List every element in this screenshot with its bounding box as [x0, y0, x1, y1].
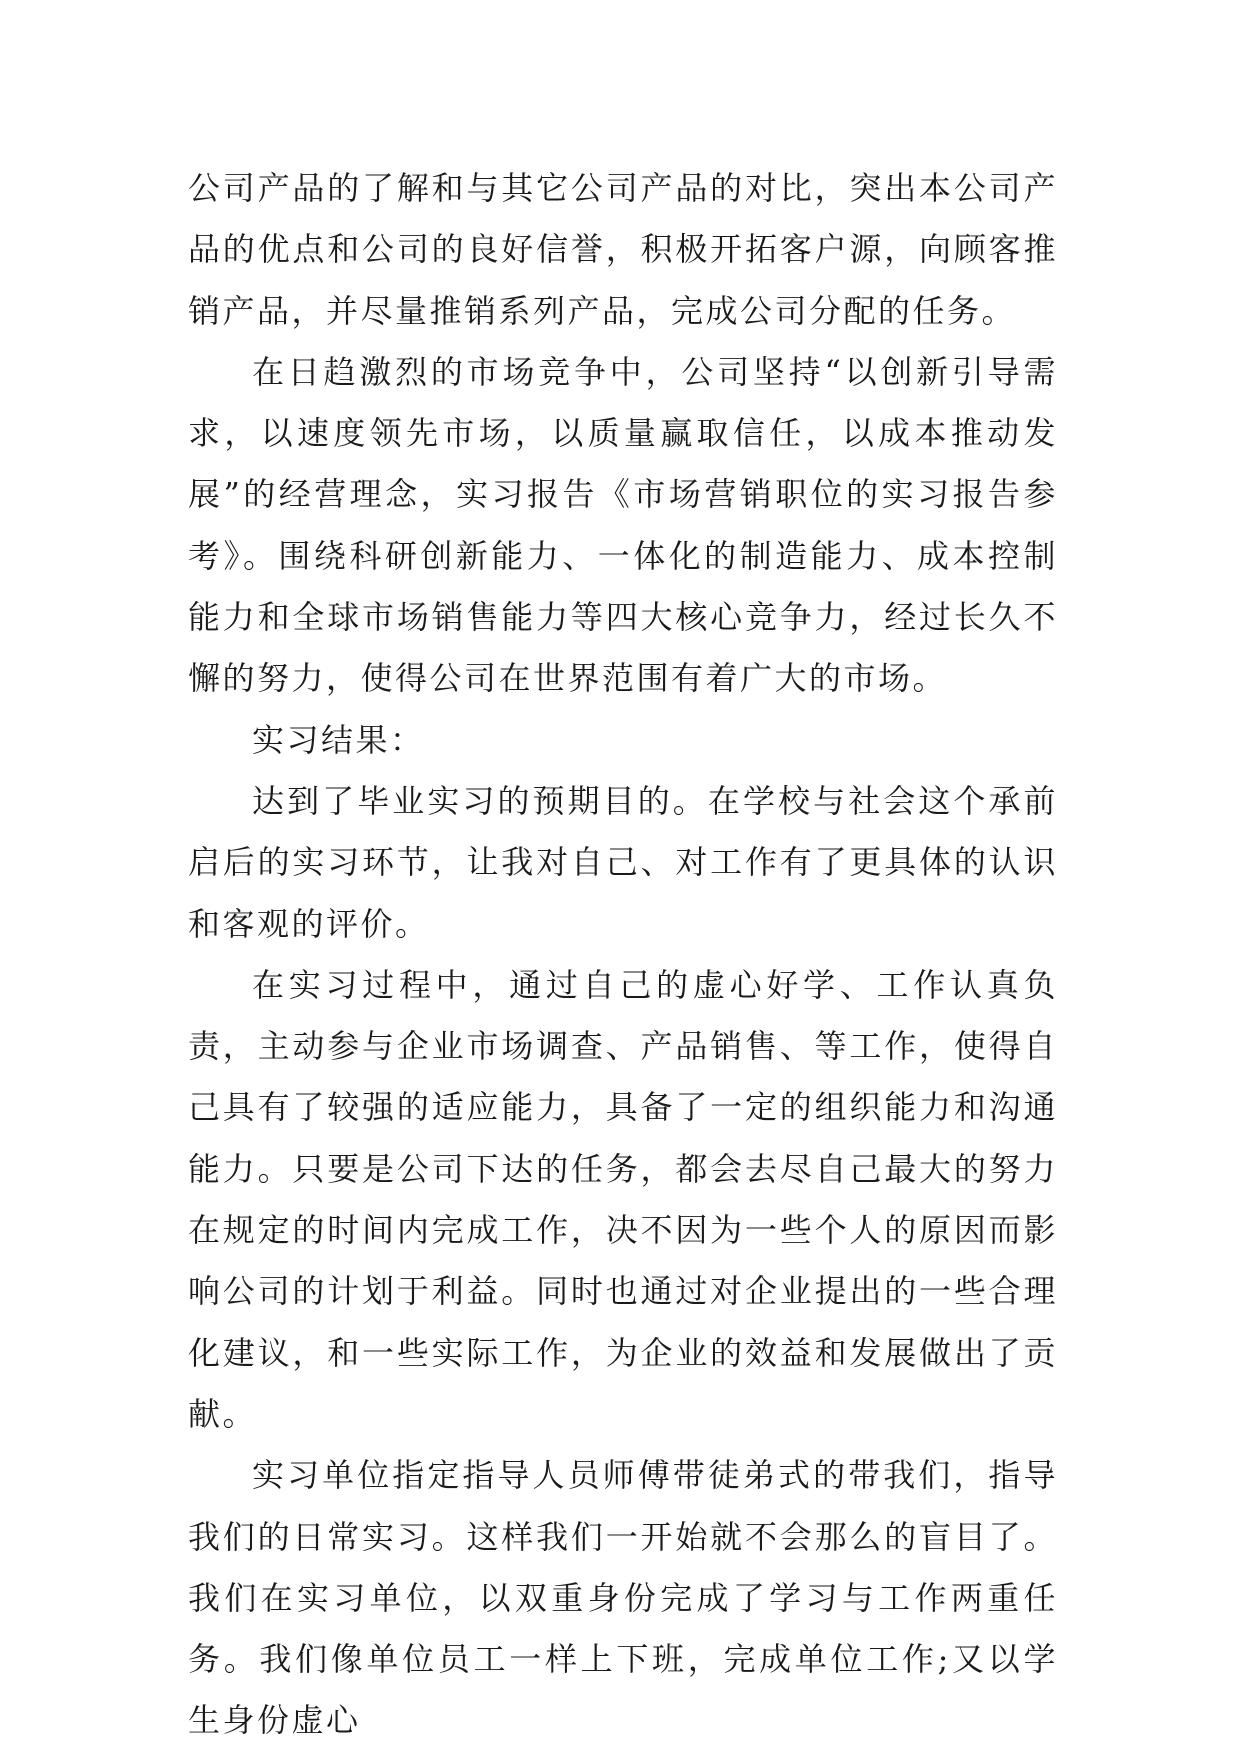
paragraph-market-competition: 在日趋激烈的市场竞争中，公司坚持“以创新引导需求，以速度领先市场，以质量赢取信任，以成本推动发展”的经营理念，实习报告《市场营销职位的实习报告参考》。围绕科研创新能力、一体化的制造能力、成本控制能力和全球市场销售能力等四大核心竞争力，经过长久不懈的努力，使得公司在世界范围有着广大的市场。	[188, 352, 1058, 698]
paragraph-mentorship: 实习单位指定指导人员师傅带徒弟式的带我们，指导我们的日常实习。这样我们一开始就不会那么的盲目了。我们在实习单位，以双重身份完成了学习与工作两重任务。我们像单位员工一样上下班，完成单位工作;又以学生身份虚心	[188, 1456, 1058, 1740]
body-text	[188, 158, 1058, 1752]
paragraph-internship-goal: 达到了毕业实习的预期目的。在学校与社会这个承前启后的实习环节，让我对自己、对工作有了更具体的认识和客观的评价。	[188, 781, 1058, 943]
paragraph-continuation: 公司产品的了解和与其它公司产品的对比，突出本公司产品的优点和公司的良好信誉，积极开拓客户源，向顾客推销产品，并尽量推销系列产品，完成公司分配的任务。	[188, 169, 1058, 330]
paragraph-internship-process: 在实习过程中，通过自己的虚心好学、工作认真负责，主动参与企业市场调查、产品销售、等工作，使得自己具有了较强的适应能力，具备了一定的组织能力和沟通能力。只要是公司下达的任务，都会去尽自己最大的努力在规定的时间内完成工作，决不因为一些个人的原因而影响公司的计划于利益。同时也通过对企业提出的一些合理化建议，和一些实际工作，为企业的效益和发展做出了贡献。	[188, 965, 1058, 1433]
section-heading-internship-results: 实习结果：	[252, 720, 425, 759]
